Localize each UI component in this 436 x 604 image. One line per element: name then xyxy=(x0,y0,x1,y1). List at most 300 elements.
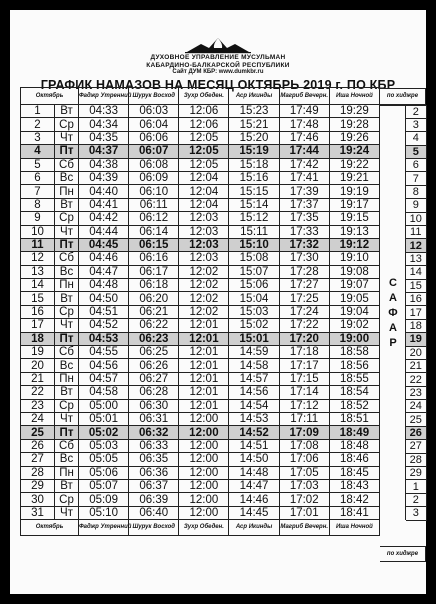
hijri-column-header: по хиджре xyxy=(380,88,426,105)
org-name-line2: КАБАРДИНО-БАЛКАРСКОЙ РЕСПУБЛИКИ xyxy=(146,61,290,69)
cell-zuhr: 12:04 xyxy=(179,171,229,184)
table-row xyxy=(21,372,380,385)
cell-zuhr: 12:05 xyxy=(179,158,229,171)
cell-isha: 19:12 xyxy=(329,238,379,251)
cell-maghrib: 17:46 xyxy=(279,131,329,144)
cell-shuruk: 06:18 xyxy=(129,279,179,292)
cell-zuhr: 12:02 xyxy=(179,305,229,318)
cell-asr: 15:14 xyxy=(229,198,279,211)
cell-maghrib: 17:41 xyxy=(279,171,329,184)
cell-day: 16 xyxy=(21,305,55,318)
table-footer-row xyxy=(21,520,380,536)
cell-hijri-day: 21 xyxy=(406,359,426,372)
cell-weekday: Пн xyxy=(55,466,79,479)
table-row xyxy=(21,225,380,238)
cell-asr: 15:18 xyxy=(229,158,279,171)
cell-day: 23 xyxy=(21,399,55,412)
hijri-row xyxy=(406,105,426,118)
cell-weekday: Чт xyxy=(55,225,79,238)
cell-maghrib: 17:08 xyxy=(279,439,329,452)
cell-day: 13 xyxy=(21,265,55,278)
cell-asr: 15:06 xyxy=(229,279,279,292)
cell-maghrib: 17:49 xyxy=(279,105,329,118)
table-row xyxy=(21,145,380,158)
cell-zuhr: 12:03 xyxy=(179,212,229,225)
cell-asr: 15:19 xyxy=(229,145,279,158)
cell-isha: 19:05 xyxy=(329,292,379,305)
cell-zuhr: 12:00 xyxy=(179,439,229,452)
cell-day: 18 xyxy=(21,332,55,345)
org-name-line1: ДУХОВНОЕ УПРАВЛЕНИЕ МУСУЛЬМАН xyxy=(150,54,286,61)
cell-maghrib: 17:17 xyxy=(279,359,329,372)
cell-fajr: 04:52 xyxy=(79,319,129,332)
cell-maghrib: 17:37 xyxy=(279,198,329,211)
table-row xyxy=(21,292,380,305)
table-row xyxy=(21,252,380,265)
cell-fajr: 04:35 xyxy=(79,131,129,144)
table-row xyxy=(21,399,380,412)
cell-shuruk: 06:20 xyxy=(129,292,179,305)
cell-asr: 15:01 xyxy=(229,332,279,345)
cell-zuhr: 12:01 xyxy=(179,386,229,399)
cell-isha: 18:48 xyxy=(329,439,379,452)
cell-hijri-day: 17 xyxy=(406,306,426,319)
cell-isha: 19:26 xyxy=(329,131,379,144)
cell-maghrib: 17:42 xyxy=(279,158,329,171)
hijri-row xyxy=(406,279,426,292)
cell-shuruk: 06:36 xyxy=(129,466,179,479)
cell-asr: 14:47 xyxy=(229,479,279,492)
cell-hijri-day: 12 xyxy=(406,239,426,252)
table-row xyxy=(21,466,380,479)
cell-shuruk: 06:12 xyxy=(129,212,179,225)
cell-fajr: 04:47 xyxy=(79,265,129,278)
table-row xyxy=(21,506,380,519)
cell-hijri-day: 7 xyxy=(406,172,426,185)
cell-asr: 15:07 xyxy=(229,265,279,278)
cell-zuhr: 12:00 xyxy=(179,453,229,466)
cell-zuhr: 12:01 xyxy=(179,359,229,372)
cell-fajr: 05:05 xyxy=(79,453,129,466)
mosque-logo-icon xyxy=(183,34,253,54)
cell-zuhr: 12:04 xyxy=(179,185,229,198)
cell-shuruk: 06:23 xyxy=(129,332,179,345)
cell-weekday: Ср xyxy=(55,399,79,412)
cell-hijri-day: 27 xyxy=(406,440,426,453)
table-row xyxy=(21,238,380,251)
cell-asr: 15:16 xyxy=(229,171,279,184)
cell-asr: 15:20 xyxy=(229,131,279,144)
cell-asr: 15:11 xyxy=(229,225,279,238)
cell-shuruk: 06:06 xyxy=(129,131,179,144)
cell-fajr: 04:50 xyxy=(79,292,129,305)
cell-asr: 14:52 xyxy=(229,426,279,439)
cell-asr: 15:15 xyxy=(229,185,279,198)
cell-maghrib: 17:22 xyxy=(279,319,329,332)
cell-maghrib: 17:28 xyxy=(279,265,329,278)
cell-isha: 18:56 xyxy=(329,359,379,372)
cell-day: 3 xyxy=(21,131,55,144)
cell-weekday: Чт xyxy=(55,131,79,144)
cell-fajr: 05:09 xyxy=(79,493,129,506)
table-row xyxy=(21,279,380,292)
page-title: ГРАФИК НАМАЗОВ НА МЕСЯЦ ОКТЯБРЬ 2019 г. ПО КБР xyxy=(40,78,396,92)
table-row xyxy=(21,453,380,466)
cell-asr: 15:02 xyxy=(229,319,279,332)
cell-weekday: Пт xyxy=(55,426,79,439)
cell-weekday: Вт xyxy=(55,105,79,118)
cell-asr: 14:56 xyxy=(229,386,279,399)
cell-day: 25 xyxy=(21,426,55,439)
hijri-row xyxy=(406,453,426,466)
hijri-row xyxy=(406,373,426,386)
column-footer-isha: Иша Ночной xyxy=(329,520,379,536)
cell-asr: 14:51 xyxy=(229,439,279,452)
cell-fajr: 04:44 xyxy=(79,225,129,238)
cell-fajr: 05:07 xyxy=(79,479,129,492)
cell-hijri-day: 13 xyxy=(406,252,426,265)
hijri-row xyxy=(406,507,426,520)
column-header-shuruk: Шурук Восход xyxy=(129,88,179,105)
table-row xyxy=(21,105,380,118)
cell-fajr: 05:10 xyxy=(79,506,129,519)
table-row xyxy=(21,305,380,318)
cell-shuruk: 06:28 xyxy=(129,386,179,399)
cell-asr: 15:21 xyxy=(229,118,279,131)
cell-zuhr: 12:00 xyxy=(179,412,229,425)
cell-hijri-day: 4 xyxy=(406,132,426,145)
cell-maghrib: 17:01 xyxy=(279,506,329,519)
cell-shuruk: 06:31 xyxy=(129,412,179,425)
cell-hijri-day: 2 xyxy=(406,493,426,506)
cell-isha: 18:52 xyxy=(329,399,379,412)
table-row xyxy=(21,386,380,399)
cell-asr: 14:46 xyxy=(229,493,279,506)
column-footer-fajr: Фаджр Утренний xyxy=(79,520,129,536)
cell-fajr: 04:37 xyxy=(79,145,129,158)
cell-day: 12 xyxy=(21,252,55,265)
cell-isha: 19:08 xyxy=(329,265,379,278)
cell-weekday: Сб xyxy=(55,252,79,265)
cell-day: 29 xyxy=(21,479,55,492)
table-row xyxy=(21,265,380,278)
hijri-row xyxy=(406,292,426,305)
cell-weekday: Вт xyxy=(55,292,79,305)
cell-hijri-day: 28 xyxy=(406,453,426,466)
cell-fajr: 04:40 xyxy=(79,185,129,198)
cell-shuruk: 06:04 xyxy=(129,118,179,131)
cell-day: 19 xyxy=(21,346,55,359)
cell-maghrib: 17:02 xyxy=(279,493,329,506)
cell-fajr: 05:02 xyxy=(79,426,129,439)
cell-shuruk: 06:15 xyxy=(129,238,179,251)
cell-isha: 18:42 xyxy=(329,493,379,506)
cell-isha: 19:04 xyxy=(329,305,379,318)
cell-maghrib: 17:32 xyxy=(279,238,329,251)
cell-zuhr: 12:01 xyxy=(179,399,229,412)
cell-day: 28 xyxy=(21,466,55,479)
cell-fajr: 05:03 xyxy=(79,439,129,452)
cell-isha: 18:46 xyxy=(329,453,379,466)
hijri-row xyxy=(406,185,426,198)
hijri-row xyxy=(406,413,426,426)
cell-fajr: 04:55 xyxy=(79,346,129,359)
table-row xyxy=(21,439,380,452)
cell-hijri-day: 29 xyxy=(406,467,426,480)
cell-day: 2 xyxy=(21,118,55,131)
cell-hijri-day: 3 xyxy=(406,118,426,131)
cell-maghrib: 17:06 xyxy=(279,453,329,466)
cell-shuruk: 06:27 xyxy=(129,372,179,385)
cell-day: 26 xyxy=(21,439,55,452)
hijri-row xyxy=(406,212,426,225)
cell-isha: 19:24 xyxy=(329,145,379,158)
table-row xyxy=(21,332,380,345)
cell-fajr: 04:46 xyxy=(79,252,129,265)
cell-shuruk: 06:16 xyxy=(129,252,179,265)
cell-fajr: 04:48 xyxy=(79,279,129,292)
cell-zuhr: 12:00 xyxy=(179,493,229,506)
cell-asr: 15:04 xyxy=(229,292,279,305)
cell-hijri-day: 23 xyxy=(406,386,426,399)
cell-zuhr: 12:01 xyxy=(179,319,229,332)
table-row xyxy=(21,346,380,359)
table-row xyxy=(21,171,380,184)
cell-isha: 18:41 xyxy=(329,506,379,519)
cell-zuhr: 12:01 xyxy=(179,332,229,345)
cell-isha: 19:15 xyxy=(329,212,379,225)
hijri-row xyxy=(406,118,426,131)
cell-hijri-day: 1 xyxy=(406,480,426,493)
cell-maghrib: 17:30 xyxy=(279,252,329,265)
cell-hijri-day: 10 xyxy=(406,212,426,225)
cell-isha: 19:00 xyxy=(329,332,379,345)
cell-asr: 14:58 xyxy=(229,359,279,372)
cell-shuruk: 06:30 xyxy=(129,399,179,412)
hijri-row xyxy=(406,266,426,279)
hijri-row xyxy=(406,426,426,439)
column-header-fajr: Фаджр Утренний xyxy=(79,88,129,105)
cell-isha: 19:02 xyxy=(329,319,379,332)
hijri-month-letter: А xyxy=(389,321,397,334)
cell-fajr: 05:06 xyxy=(79,466,129,479)
cell-hijri-day: 16 xyxy=(406,292,426,305)
hijri-row xyxy=(406,319,426,332)
cell-weekday: Пн xyxy=(55,185,79,198)
column-header-month: Октябрь xyxy=(21,88,79,105)
cell-shuruk: 06:14 xyxy=(129,225,179,238)
cell-maghrib: 17:27 xyxy=(279,279,329,292)
cell-weekday: Пт xyxy=(55,145,79,158)
cell-weekday: Пт xyxy=(55,332,79,345)
hijri-row xyxy=(406,132,426,145)
table-row xyxy=(21,118,380,131)
cell-weekday: Ср xyxy=(55,118,79,131)
cell-day: 22 xyxy=(21,386,55,399)
hijri-day-column xyxy=(406,105,427,521)
table-row xyxy=(21,412,380,425)
cell-fajr: 04:33 xyxy=(79,105,129,118)
cell-isha: 19:28 xyxy=(329,118,379,131)
cell-day: 10 xyxy=(21,225,55,238)
cell-day: 7 xyxy=(21,185,55,198)
cell-weekday: Вс xyxy=(55,265,79,278)
cell-asr: 14:50 xyxy=(229,453,279,466)
cell-day: 30 xyxy=(21,493,55,506)
cell-zuhr: 12:01 xyxy=(179,346,229,359)
hijri-month-column xyxy=(380,105,406,520)
cell-isha: 19:13 xyxy=(329,225,379,238)
cell-shuruk: 06:40 xyxy=(129,506,179,519)
cell-day: 20 xyxy=(21,359,55,372)
cell-shuruk: 06:37 xyxy=(129,479,179,492)
cell-maghrib: 17:24 xyxy=(279,305,329,318)
cell-shuruk: 06:09 xyxy=(129,171,179,184)
cell-day: 6 xyxy=(21,171,55,184)
hijri-month-label xyxy=(380,276,406,351)
column-footer-month: Октябрь xyxy=(21,520,79,536)
column-header-maghrib: Магриб Вечерн. xyxy=(279,88,329,105)
table-row xyxy=(21,479,380,492)
cell-weekday: Вт xyxy=(55,386,79,399)
cell-asr: 14:59 xyxy=(229,346,279,359)
hijri-row xyxy=(406,239,426,252)
cell-isha: 19:19 xyxy=(329,185,379,198)
cell-fajr: 05:00 xyxy=(79,399,129,412)
cell-day: 24 xyxy=(21,412,55,425)
cell-weekday: Ср xyxy=(55,305,79,318)
cell-shuruk: 06:22 xyxy=(129,319,179,332)
cell-isha: 18:58 xyxy=(329,346,379,359)
hijri-row xyxy=(406,440,426,453)
table-row xyxy=(21,158,380,171)
cell-weekday: Ср xyxy=(55,212,79,225)
cell-hijri-day: 18 xyxy=(406,319,426,332)
cell-isha: 19:07 xyxy=(329,279,379,292)
cell-day: 15 xyxy=(21,292,55,305)
cell-zuhr: 12:05 xyxy=(179,131,229,144)
cell-asr: 14:45 xyxy=(229,506,279,519)
cell-zuhr: 12:00 xyxy=(179,466,229,479)
cell-fajr: 04:42 xyxy=(79,212,129,225)
cell-hijri-day: 3 xyxy=(406,507,426,520)
cell-day: 27 xyxy=(21,453,55,466)
cell-asr: 14:54 xyxy=(229,399,279,412)
cell-fajr: 04:41 xyxy=(79,198,129,211)
cell-day: 14 xyxy=(21,279,55,292)
cell-asr: 14:48 xyxy=(229,466,279,479)
cell-fajr: 04:53 xyxy=(79,332,129,345)
hijri-row xyxy=(406,480,426,493)
cell-fajr: 05:01 xyxy=(79,412,129,425)
cell-maghrib: 17:12 xyxy=(279,399,329,412)
column-footer-shuruk: Шурук Восход xyxy=(129,520,179,536)
hijri-month-letter: С xyxy=(389,276,397,289)
cell-maghrib: 17:25 xyxy=(279,292,329,305)
cell-hijri-day: 15 xyxy=(406,279,426,292)
cell-asr: 15:03 xyxy=(229,305,279,318)
cell-day: 5 xyxy=(21,158,55,171)
cell-asr: 15:08 xyxy=(229,252,279,265)
hijri-row xyxy=(406,306,426,319)
cell-hijri-day: 2 xyxy=(406,105,426,118)
cell-day: 9 xyxy=(21,212,55,225)
cell-maghrib: 17:20 xyxy=(279,332,329,345)
cell-weekday: Чт xyxy=(55,319,79,332)
hijri-month-letter: Ф xyxy=(388,306,398,319)
cell-fajr: 04:57 xyxy=(79,372,129,385)
cell-day: 8 xyxy=(21,198,55,211)
cell-hijri-day: 26 xyxy=(406,426,426,439)
cell-maghrib: 17:09 xyxy=(279,426,329,439)
cell-weekday: Сб xyxy=(55,158,79,171)
cell-isha: 18:55 xyxy=(329,372,379,385)
cell-weekday: Пн xyxy=(55,279,79,292)
cell-zuhr: 12:06 xyxy=(179,105,229,118)
column-header-isha: Иша Ночной xyxy=(329,88,379,105)
cell-isha: 19:10 xyxy=(329,252,379,265)
hijri-row xyxy=(406,346,426,359)
cell-zuhr: 12:03 xyxy=(179,252,229,265)
table-row xyxy=(21,198,380,211)
cell-fajr: 04:56 xyxy=(79,359,129,372)
cell-weekday: Пн xyxy=(55,372,79,385)
cell-weekday: Вс xyxy=(55,453,79,466)
cell-shuruk: 06:26 xyxy=(129,359,179,372)
cell-isha: 19:22 xyxy=(329,158,379,171)
hijri-month-letter: Р xyxy=(389,336,397,349)
cell-day: 11 xyxy=(21,238,55,251)
document-header xyxy=(10,34,426,92)
table-header-row xyxy=(21,88,380,105)
cell-fajr: 04:51 xyxy=(79,305,129,318)
cell-maghrib: 17:15 xyxy=(279,372,329,385)
cell-fajr: 04:58 xyxy=(79,386,129,399)
cell-zuhr: 12:02 xyxy=(179,279,229,292)
cell-weekday: Сб xyxy=(55,439,79,452)
cell-isha: 18:45 xyxy=(329,466,379,479)
table-row xyxy=(21,319,380,332)
cell-hijri-day: 14 xyxy=(406,266,426,279)
cell-day: 17 xyxy=(21,319,55,332)
cell-day: 1 xyxy=(21,105,55,118)
cell-zuhr: 12:00 xyxy=(179,426,229,439)
cell-shuruk: 06:21 xyxy=(129,305,179,318)
cell-zuhr: 12:06 xyxy=(179,118,229,131)
hijri-row xyxy=(406,252,426,265)
cell-isha: 19:21 xyxy=(329,171,379,184)
cell-fajr: 04:39 xyxy=(79,171,129,184)
cell-weekday: Ср xyxy=(55,493,79,506)
cell-hijri-day: 25 xyxy=(406,413,426,426)
cell-weekday: Вт xyxy=(55,479,79,492)
cell-hijri-day: 22 xyxy=(406,373,426,386)
hijri-row xyxy=(406,400,426,413)
cell-maghrib: 17:05 xyxy=(279,466,329,479)
cell-hijri-day: 6 xyxy=(406,159,426,172)
column-footer-asr: Аср Икинды xyxy=(229,520,279,536)
cell-zuhr: 12:04 xyxy=(179,198,229,211)
cell-maghrib: 17:18 xyxy=(279,346,329,359)
cell-isha: 19:17 xyxy=(329,198,379,211)
hijri-row xyxy=(406,172,426,185)
cell-weekday: Чт xyxy=(55,412,79,425)
cell-zuhr: 12:02 xyxy=(179,292,229,305)
cell-maghrib: 17:39 xyxy=(279,185,329,198)
cell-day: 4 xyxy=(21,145,55,158)
cell-shuruk: 06:03 xyxy=(129,105,179,118)
cell-shuruk: 06:33 xyxy=(129,439,179,452)
